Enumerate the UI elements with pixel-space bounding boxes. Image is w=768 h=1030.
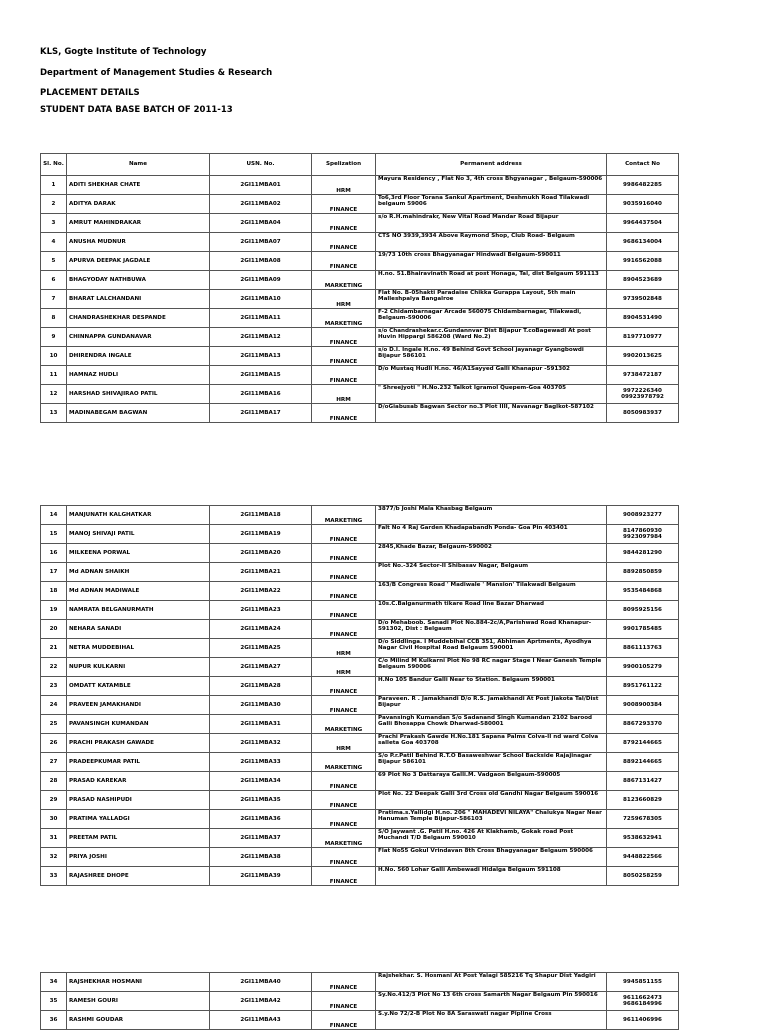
contact-cell: 8867293370 (607, 715, 679, 734)
specialization-cell: HRM (312, 385, 376, 404)
name-cell: MADINABEGAM BAGWAN (67, 404, 210, 423)
specialization-cell: MARKETING (312, 309, 376, 328)
contact-cell: 9916562088 (607, 252, 679, 271)
table-row (41, 252, 679, 271)
usn-cell: 2GI11MBA19 (210, 525, 312, 544)
address-cell: s/o Chandrashekar.c.Gundannvar Dist Bijapur T.coBagewadi At post Huvin Hippargi 586208 (Ward No.2) (376, 328, 607, 347)
address-cell: D/o Mehaboob. Sanadi Plot No.884-2c/A,Parishwad Road Khanapur-591302, Dist : Belgaum (376, 620, 607, 639)
sl-cell: 28 (41, 772, 67, 791)
col-header-sl: Sl. No. (41, 154, 67, 176)
col-header-spec: Spelization (312, 154, 376, 176)
name-cell: PREETAM PATIL (67, 829, 210, 848)
col-header-name: Name (67, 154, 210, 176)
name-cell: PRADEEPKUMAR PATIL (67, 753, 210, 772)
usn-cell: 2GI11MBA12 (210, 328, 312, 347)
table-row (41, 992, 679, 1011)
usn-cell: 2GI11MBA39 (210, 867, 312, 886)
address-cell: Mayura Residency , Flat No 3, 4th cross Bhgyanagar , Belgaum-590006 (376, 176, 607, 195)
usn-cell: 2GI11MBA01 (210, 176, 312, 195)
usn-cell: 2GI11MBA40 (210, 973, 312, 992)
name-cell: RASHMI GOUDAR (67, 1011, 210, 1030)
table-row (41, 563, 679, 582)
sl-cell: 21 (41, 639, 67, 658)
usn-cell: 2GI11MBA07 (210, 233, 312, 252)
contact-cell: 9945851155 (607, 973, 679, 992)
name-cell: BHAGYODAY NATHBUWA (67, 271, 210, 290)
student-table-page-1 (40, 153, 679, 423)
table-row (41, 734, 679, 753)
address-cell: Flat No. B-05hakti Paradaise Chikka Gurappa Layout, 5th main Malleshpalya Bangalroe (376, 290, 607, 309)
usn-cell: 2GI11MBA28 (210, 677, 312, 696)
table-row (41, 404, 679, 423)
name-cell: Md ADNAN MADIWALE (67, 582, 210, 601)
name-cell: APURVA DEEPAK JAGDALE (67, 252, 210, 271)
usn-cell: 2GI11MBA24 (210, 620, 312, 639)
specialization-cell: MARKETING (312, 715, 376, 734)
institute-title: KLS, Gogte Institute of Technology (40, 47, 207, 57)
batch-title: STUDENT DATA BASE BATCH OF 2011-13 (40, 105, 233, 115)
table-row (41, 290, 679, 309)
specialization-cell: HRM (312, 176, 376, 195)
name-cell: BHARAT LALCHANDANI (67, 290, 210, 309)
table-row (41, 973, 679, 992)
table-body (41, 973, 679, 1030)
usn-cell: 2GI11MBA11 (210, 309, 312, 328)
address-cell: S/O Jaywant .G. Patil H.no. 426 At Klakhamb, Gokak road Post Muchandi T/D Belgaum 590010 (376, 829, 607, 848)
address-cell: s/o D.I. Ingale H.no. 49 Behind Govt School jayanagr Gyangbowdi Bijapur 586101 (376, 347, 607, 366)
usn-cell: 2GI11MBA04 (210, 214, 312, 233)
contact-cell: 8892850859 (607, 563, 679, 582)
usn-cell: 2GI11MBA20 (210, 544, 312, 563)
name-cell: AMRUT MAHINDRAKAR (67, 214, 210, 233)
address-cell: 3877/b Joshi Mala Khasbag Belgaum (376, 506, 607, 525)
address-cell: D/oGiabusab Bagwan Sector no.3 Plot IIII, Navanagr Baglkot-587102 (376, 404, 607, 423)
section-title: PLACEMENT DETAILS (40, 88, 140, 98)
specialization-cell: FINANCE (312, 973, 376, 992)
table-row (41, 696, 679, 715)
usn-cell: 2GI11MBA30 (210, 696, 312, 715)
usn-cell: 2GI11MBA16 (210, 385, 312, 404)
usn-cell: 2GI11MBA08 (210, 252, 312, 271)
table-body (41, 176, 679, 423)
specialization-cell: FINANCE (312, 992, 376, 1011)
address-cell: " Shreejyoti " H.No.232 Talkot Igramol Quepem-Goa 403705 (376, 385, 607, 404)
name-cell: ADITYA DARAK (67, 195, 210, 214)
table-row (41, 810, 679, 829)
department-title: Department of Management Studies & Research (40, 68, 273, 78)
specialization-cell: FINANCE (312, 867, 376, 886)
contact-cell: 8050258259 (607, 867, 679, 886)
specialization-cell: FINANCE (312, 195, 376, 214)
specialization-cell: MARKETING (312, 753, 376, 772)
name-cell: ADITI SHEKHAR CHATE (67, 176, 210, 195)
name-cell: PRIYA JOSHI (67, 848, 210, 867)
specialization-cell: FINANCE (312, 563, 376, 582)
table-row (41, 214, 679, 233)
table-row (41, 582, 679, 601)
address-cell: C/o Milind M Kulkarni Plot No 98 RC nagar Stage I Near Ganesh Temple Belgaum 590006 (376, 658, 607, 677)
contact-cell: 9008923277 (607, 506, 679, 525)
specialization-cell: MARKETING (312, 271, 376, 290)
specialization-cell: FINANCE (312, 404, 376, 423)
sl-cell: 8 (41, 309, 67, 328)
contact-cell: 8147860930 9923097984 (607, 525, 679, 544)
contact-cell: 9611662473 9686184996 (607, 992, 679, 1011)
specialization-cell: HRM (312, 658, 376, 677)
address-cell: Pratima.s.Yallidgi H.no. 206 " MAHADEVI NILAYA" Chalukya Nagar Near Hanuman Temple Bijapur-586103 (376, 810, 607, 829)
address-cell: F-2 Chidambarnagar Arcade 560075 Chidambarnagar, Tilakwadi, Belgaum-590006 (376, 309, 607, 328)
name-cell: PRACHI PRAKASH GAWADE (67, 734, 210, 753)
usn-cell: 2GI11MBA02 (210, 195, 312, 214)
address-cell: S/o P.r.Patil Behind R.T.O Basaweshwar School Backside Rajajinagar Bijapur 586101 (376, 753, 607, 772)
address-cell: 19/73 10th cross Bhagyanagar Hindwadi Belgaum-590011 (376, 252, 607, 271)
table-row (41, 829, 679, 848)
contact-cell: 8904531490 (607, 309, 679, 328)
address-cell: Sy.No.412/3 Plot No 13 6th cross Samarth Nagar Belgaum Pin 590016 (376, 992, 607, 1011)
contact-cell: 9538632941 (607, 829, 679, 848)
table-row (41, 1011, 679, 1030)
address-cell: 2845,Khade Bazar, Belgaum-590002 (376, 544, 607, 563)
name-cell: PAVANSINGH KUMANDAN (67, 715, 210, 734)
specialization-cell: FINANCE (312, 1011, 376, 1030)
usn-cell: 2GI11MBA21 (210, 563, 312, 582)
usn-cell: 2GI11MBA34 (210, 772, 312, 791)
name-cell: RAJSHEKHAR HOSMANI (67, 973, 210, 992)
usn-cell: 2GI11MBA25 (210, 639, 312, 658)
usn-cell: 2GI11MBA18 (210, 506, 312, 525)
sl-cell: 7 (41, 290, 67, 309)
contact-cell: 9964437504 (607, 214, 679, 233)
specialization-cell: FINANCE (312, 525, 376, 544)
sl-cell: 9 (41, 328, 67, 347)
address-cell: Plot No.-324 Sector-II Shibasav Nagar, Belgaum (376, 563, 607, 582)
name-cell: DHIRENDRA INGALE (67, 347, 210, 366)
table-row (41, 677, 679, 696)
table-row (41, 544, 679, 563)
name-cell: MANJUNATH KALGHATKAR (67, 506, 210, 525)
name-cell: PRASAD KAREKAR (67, 772, 210, 791)
name-cell: MANOJ SHIVAJI PATIL (67, 525, 210, 544)
usn-cell: 2GI11MBA13 (210, 347, 312, 366)
address-cell: S.y.No 72/2-B Plot No 8A Saraswati nagar Pipline Cross (376, 1011, 607, 1030)
sl-cell: 15 (41, 525, 67, 544)
specialization-cell: FINANCE (312, 601, 376, 620)
address-cell: Flat No55 Gokul Vrindavan 8th Cross Bhagyanagar Belgaum 590006 (376, 848, 607, 867)
usn-cell: 2GI11MBA37 (210, 829, 312, 848)
sl-cell: 30 (41, 810, 67, 829)
table-row (41, 791, 679, 810)
contact-cell: 9535484868 (607, 582, 679, 601)
col-header-usn: USN. No. (210, 154, 312, 176)
table-row (41, 715, 679, 734)
specialization-cell: MARKETING (312, 829, 376, 848)
sl-cell: 19 (41, 601, 67, 620)
name-cell: NAMRATA BELGANURMATH (67, 601, 210, 620)
specialization-cell: FINANCE (312, 544, 376, 563)
contact-cell: 8095925156 (607, 601, 679, 620)
specialization-cell: HRM (312, 290, 376, 309)
usn-cell: 2GI11MBA10 (210, 290, 312, 309)
table-row (41, 601, 679, 620)
specialization-cell: FINANCE (312, 791, 376, 810)
address-cell: To6,3rd Floor Torana Sankul Apartment, Deshmukh Road Tilakwadi belgaum 59006 (376, 195, 607, 214)
specialization-cell: FINANCE (312, 252, 376, 271)
contact-cell: 9035916040 (607, 195, 679, 214)
specialization-cell: FINANCE (312, 366, 376, 385)
table-row (41, 658, 679, 677)
student-table-page-2 (40, 505, 679, 886)
address-cell: Paraveen. R . Jamakhandi D/o R.S. Jamakhandi At Post Jiakota Tal/Dist Bijapur (376, 696, 607, 715)
usn-cell: 2GI11MBA35 (210, 791, 312, 810)
table-row (41, 848, 679, 867)
usn-cell: 2GI11MBA23 (210, 601, 312, 620)
sl-cell: 3 (41, 214, 67, 233)
usn-cell: 2GI11MBA27 (210, 658, 312, 677)
contact-cell: 9008900384 (607, 696, 679, 715)
usn-cell: 2GI11MBA36 (210, 810, 312, 829)
specialization-cell: FINANCE (312, 696, 376, 715)
address-cell: Falt No 4 Raj Garden Khadapabandh Ponda- Goa Pin 403401 (376, 525, 607, 544)
table-row (41, 525, 679, 544)
sl-cell: 14 (41, 506, 67, 525)
sl-cell: 36 (41, 1011, 67, 1030)
specialization-cell: HRM (312, 734, 376, 753)
name-cell: RAJASHREE DHOPE (67, 867, 210, 886)
contact-cell: 8951761122 (607, 677, 679, 696)
sl-cell: 32 (41, 848, 67, 867)
usn-cell: 2GI11MBA22 (210, 582, 312, 601)
contact-cell: 9739502848 (607, 290, 679, 309)
sl-cell: 24 (41, 696, 67, 715)
contact-cell: 9738472187 (607, 366, 679, 385)
contact-cell: 8904523689 (607, 271, 679, 290)
table-row (41, 620, 679, 639)
specialization-cell: FINANCE (312, 582, 376, 601)
name-cell: NEHARA SANADI (67, 620, 210, 639)
table-row (41, 385, 679, 404)
table-row (41, 195, 679, 214)
specialization-cell: FINANCE (312, 233, 376, 252)
name-cell: PRASAD NASHIPUDI (67, 791, 210, 810)
table-header-row (41, 154, 679, 176)
address-cell: Prachi Prakash Gawde H.No.181 Sapana Palms Colva-II nd ward Colva salleta Goa 403708 (376, 734, 607, 753)
table-body (41, 506, 679, 886)
col-header-contact: Contact No (607, 154, 679, 176)
usn-cell: 2GI11MBA33 (210, 753, 312, 772)
contact-cell: 9900105279 (607, 658, 679, 677)
sl-cell: 31 (41, 829, 67, 848)
specialization-cell: FINANCE (312, 848, 376, 867)
name-cell: NETRA MUDDEBIHAL (67, 639, 210, 658)
sl-cell: 5 (41, 252, 67, 271)
usn-cell: 2GI11MBA38 (210, 848, 312, 867)
contact-cell: 9986482285 (607, 176, 679, 195)
table-row (41, 347, 679, 366)
usn-cell: 2GI11MBA32 (210, 734, 312, 753)
specialization-cell: FINANCE (312, 772, 376, 791)
table-row (41, 309, 679, 328)
sl-cell: 23 (41, 677, 67, 696)
address-cell: H.No. 560 Lohar Galli Ambewadi Hidalga Belgaum 591108 (376, 867, 607, 886)
usn-cell: 2GI11MBA42 (210, 992, 312, 1011)
table-row (41, 753, 679, 772)
contact-cell: 7259678305 (607, 810, 679, 829)
usn-cell: 2GI11MBA15 (210, 366, 312, 385)
contact-cell: 8792144665 (607, 734, 679, 753)
name-cell: MILKEENA PORWAL (67, 544, 210, 563)
sl-cell: 25 (41, 715, 67, 734)
specialization-cell: FINANCE (312, 328, 376, 347)
specialization-cell: FINANCE (312, 677, 376, 696)
address-cell: Rajshekhar. S. Hosmani At Post Yalagi 585216 Tq Shapur Dist Yadgiri (376, 973, 607, 992)
specialization-cell: FINANCE (312, 810, 376, 829)
table-row (41, 506, 679, 525)
contact-cell: 8892144665 (607, 753, 679, 772)
sl-cell: 35 (41, 992, 67, 1011)
address-cell: D/o Siddlinga. I Muddebihal CCB 351, Abhiman Aprtments, Ayodhya Nagar Civil Hospital Road Belgaum 590001 (376, 639, 607, 658)
contact-cell: 9448822566 (607, 848, 679, 867)
name-cell: PRATIMA YALLADGI (67, 810, 210, 829)
sl-cell: 17 (41, 563, 67, 582)
sl-cell: 22 (41, 658, 67, 677)
usn-cell: 2GI11MBA31 (210, 715, 312, 734)
sl-cell: 1 (41, 176, 67, 195)
specialization-cell: HRM (312, 639, 376, 658)
contact-cell: 9686134004 (607, 233, 679, 252)
table-row (41, 639, 679, 658)
contact-cell: 9972226340 09923978792 (607, 385, 679, 404)
contact-cell: 9611406996 (607, 1011, 679, 1030)
name-cell: CHANDRASHEKHAR DESPANDE (67, 309, 210, 328)
sl-cell: 34 (41, 973, 67, 992)
specialization-cell: FINANCE (312, 620, 376, 639)
address-cell: Pavansingh Kumandan S/o Sadanand Singh Kumandan 2102 barood Galli Bhosappa Chowk Dharwad-580001 (376, 715, 607, 734)
address-cell: CTS NO 3939,3934 Above Raymond Shop, Club Road- Belgaum (376, 233, 607, 252)
sl-cell: 6 (41, 271, 67, 290)
table-row (41, 772, 679, 791)
sl-cell: 20 (41, 620, 67, 639)
name-cell: HARSHAD SHIVAJIRAO PATIL (67, 385, 210, 404)
address-cell: 69 Plot No 3 Dattaraya Galli.M. Vadgaon Belgaum-590005 (376, 772, 607, 791)
table-row (41, 328, 679, 347)
name-cell: ANUSHA MUDNUR (67, 233, 210, 252)
address-cell: s/o R.H.mahindrakr, New Vital Road Mandar Road Bijapur (376, 214, 607, 233)
sl-cell: 33 (41, 867, 67, 886)
specialization-cell: FINANCE (312, 347, 376, 366)
sl-cell: 10 (41, 347, 67, 366)
address-cell: D/o Mustaq Hudli H.no. 46/A1Sayyed Galli Khanapur -591302 (376, 366, 607, 385)
usn-cell: 2GI11MBA43 (210, 1011, 312, 1030)
sl-cell: 27 (41, 753, 67, 772)
sl-cell: 4 (41, 233, 67, 252)
sl-cell: 12 (41, 385, 67, 404)
contact-cell: 8867131427 (607, 772, 679, 791)
table-row (41, 366, 679, 385)
address-cell: Plot No. 22 Deepak Galli 3rd Cross old Gandhi Nagar Belgaum 590016 (376, 791, 607, 810)
contact-cell: 9901785485 (607, 620, 679, 639)
name-cell: Md ADNAN SHAIKH (67, 563, 210, 582)
usn-cell: 2GI11MBA09 (210, 271, 312, 290)
sl-cell: 11 (41, 366, 67, 385)
name-cell: RAMESH GOURI (67, 992, 210, 1011)
table-row (41, 867, 679, 886)
student-table-page-3 (40, 972, 679, 1030)
contact-cell: 8197710977 (607, 328, 679, 347)
usn-cell: 2GI11MBA17 (210, 404, 312, 423)
name-cell: OMDATT KATAMBLE (67, 677, 210, 696)
name-cell: NUPUR KULKARNI (67, 658, 210, 677)
contact-cell: 8123660829 (607, 791, 679, 810)
contact-cell: 8050983937 (607, 404, 679, 423)
sl-cell: 26 (41, 734, 67, 753)
name-cell: CHINNAPPA GUNDANAVAR (67, 328, 210, 347)
sl-cell: 2 (41, 195, 67, 214)
sl-cell: 13 (41, 404, 67, 423)
address-cell: 10s.C.Balganurmath tikare Road line Bazar Dharwad (376, 601, 607, 620)
address-cell: H.no. 51.Bhairavinath Road at post Honaga, Tal, dist Belgaum 591113 (376, 271, 607, 290)
table-row (41, 271, 679, 290)
address-cell: 163/B Congress Road ' Madiwale ' Mansion' Tilakwadi Belgaum (376, 582, 607, 601)
specialization-cell: MARKETING (312, 506, 376, 525)
table-row (41, 176, 679, 195)
contact-cell: 9902013625 (607, 347, 679, 366)
address-cell: H.No 105 Bandur Galli Near to Station. Belgaum 590001 (376, 677, 607, 696)
table-row (41, 233, 679, 252)
sl-cell: 18 (41, 582, 67, 601)
contact-cell: 8861113763 (607, 639, 679, 658)
col-header-address: Permanent address (376, 154, 607, 176)
sl-cell: 29 (41, 791, 67, 810)
specialization-cell: FINANCE (312, 214, 376, 233)
contact-cell: 9844281290 (607, 544, 679, 563)
name-cell: HAMNAZ HUDLI (67, 366, 210, 385)
sl-cell: 16 (41, 544, 67, 563)
name-cell: PRAVEEN JAMAKHANDI (67, 696, 210, 715)
